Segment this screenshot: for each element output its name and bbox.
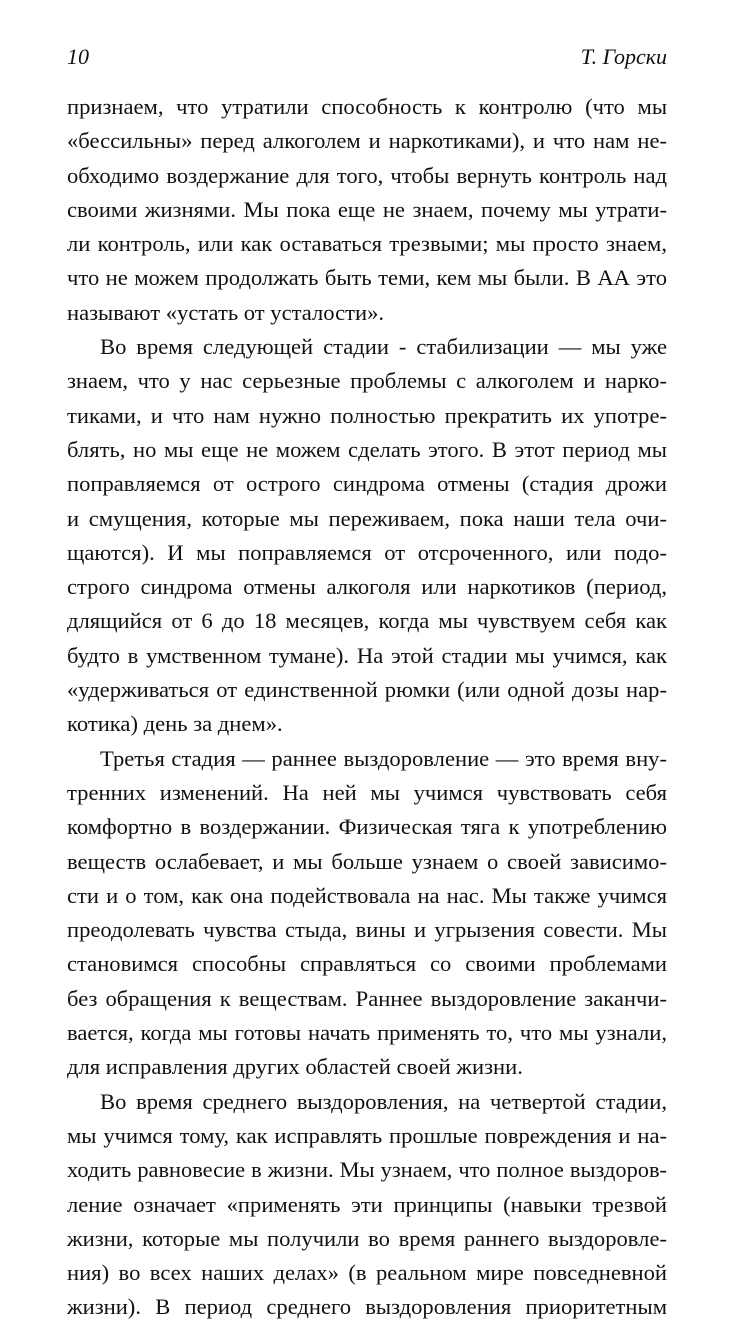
text-line: щаются). И мы поправляемся от отсроченного, или подо-: [67, 539, 667, 565]
text-line: «удерживаться от единственной рюмки (или одной дозы нар-: [67, 677, 667, 703]
text-line: и смущения, которые мы переживаем, пока наши тела очи-: [67, 505, 667, 531]
paragraph: [67, 1085, 667, 1325]
text-line: мы учимся тому, как исправлять прошлые повреждения и на-: [67, 1122, 667, 1148]
paragraph: [67, 330, 667, 742]
text-line: веществ ослабевает, и мы больше узнаем о своей зависимо-: [67, 848, 667, 874]
text-line: строго синдрома отмены алкоголя или наркотиков (период,: [67, 574, 667, 600]
text-line: ли контроль, или как оставаться трезвыми; мы просто знаем,: [67, 231, 667, 257]
text-line: признаем, что утратили способность к контролю (что мы: [67, 94, 667, 119]
text-line: ния) во всех наших делах» (в реальном мире повседневной: [67, 1260, 667, 1286]
text-line: называют «устать от усталости».: [67, 299, 385, 325]
text-line: тренних изменений. На ней мы учимся чувствовать себя: [67, 779, 667, 805]
text-line: блять, но мы еще не можем сделать этого. В этот период мы: [67, 436, 667, 462]
text-line: без обращения к веществам. Раннее выздоровление заканчи-: [67, 985, 667, 1011]
author-name: Т. Горски: [580, 44, 667, 69]
text-line: ходить равновесие в жизни. Мы узнаем, что полное выздоров-: [67, 1157, 667, 1183]
text-line: становимся способны справляться со своими проблемами: [67, 951, 667, 977]
text-line: поправляемся от острого синдрома отмены (стадия дрожи: [67, 471, 667, 497]
text-line: вается, когда мы готовы начать применять то, что мы узнали,: [67, 1020, 667, 1046]
text-line: обходимо воздержание для того, чтобы вернуть контроль над: [67, 162, 667, 188]
body-text: [67, 90, 667, 1325]
text-line: жизни). В период среднего выздоровления приоритетным: [67, 1294, 667, 1320]
text-line: жизни, которые мы получили во время раннего выздоровле-: [67, 1225, 667, 1251]
text-line: что не можем продолжать быть теми, кем мы были. В АА это: [67, 265, 667, 291]
text-line: комфортно в воздержании. Физическая тяга к употреблению: [67, 814, 667, 840]
text-line: Во время среднего выздоровления, на четвертой стадии,: [100, 1088, 667, 1114]
text-line: для исправления других областей своей жизни.: [67, 1054, 523, 1080]
text-line: знаем, что у нас серьезные проблемы с алкоголем и нарко-: [67, 368, 667, 394]
paragraph: [67, 90, 667, 330]
text-line: ление означает «применять эти принципы (навыки трезвой: [67, 1191, 667, 1217]
text-line: сти и о том, как она подействовала на нас. Мы также учимся: [67, 882, 667, 908]
text-line: своими жизнями. Мы пока еще не знаем, почему мы утрати-: [67, 196, 667, 222]
text-line: котика) день за днем».: [67, 711, 283, 737]
text-line: Во время следующей стадии - стабилизации — мы уже: [100, 334, 667, 360]
text-line: тиками, и что нам нужно полностью прекратить их употре-: [67, 402, 667, 428]
text-line: длящийся от 6 до 18 месяцев, когда мы чувствуем себя как: [67, 608, 667, 634]
text-line: «бессильны» перед алкоголем и наркотиками), и что нам не-: [67, 128, 667, 154]
paragraph: [67, 742, 667, 1085]
text-line: преодолевать чувства стыда, вины и угрызения совести. Мы: [67, 917, 667, 943]
running-head: [67, 44, 667, 76]
page-number: 10: [67, 44, 89, 69]
text-line: будто в умственном тумане). На этой стадии мы учимся, как: [67, 642, 667, 668]
text-line: Третья стадия — раннее выздоровление — это время вну-: [100, 745, 667, 771]
